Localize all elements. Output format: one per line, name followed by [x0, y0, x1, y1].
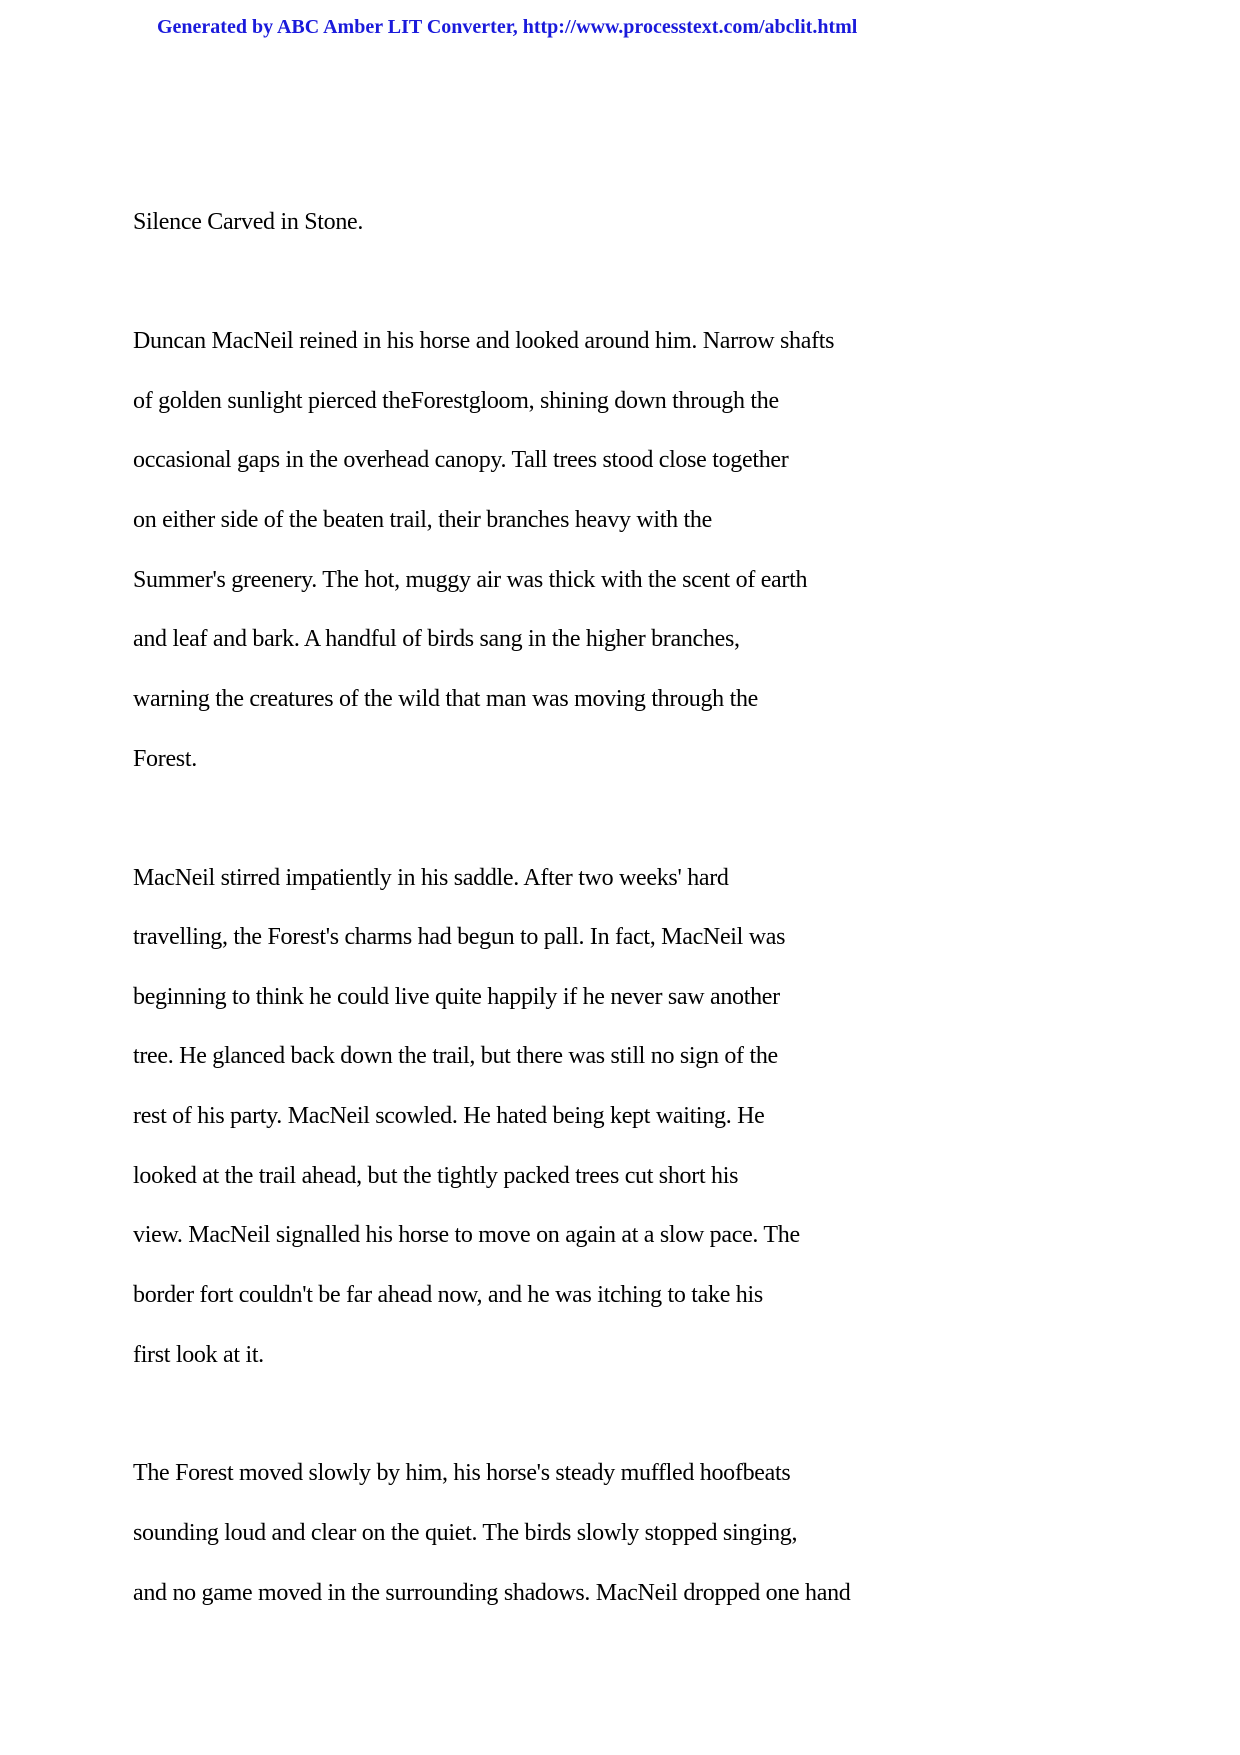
converter-banner-link[interactable]: Generated by ABC Amber LIT Converter, http://www.processtext.com/abclit.html [157, 16, 858, 38]
text-line: Forest. [133, 746, 197, 772]
text-line: and leaf and bark. A handful of birds sang in the higher branches, [133, 626, 740, 652]
text-line: of golden sunlight pierced theForestgloom, shining down through the [133, 388, 779, 414]
text-line: first look at it. [133, 1342, 264, 1368]
text-line: Summer's greenery. The hot, muggy air was thick with the scent of earth [133, 567, 808, 593]
text-line: on either side of the beaten trail, their branches heavy with the [133, 507, 712, 533]
text-line: beginning to think he could live quite happily if he never saw another [133, 984, 780, 1010]
text-line: rest of his party. MacNeil scowled. He hated being kept waiting. He [133, 1103, 765, 1129]
document-title: Silence Carved in Stone. [133, 209, 364, 235]
text-line: view. MacNeil signalled his horse to move on again at a slow pace. The [133, 1222, 800, 1248]
text-line: MacNeil stirred impatiently in his saddle. After two weeks' hard [133, 865, 729, 891]
text-line: looked at the trail ahead, but the tightly packed trees cut short his [133, 1163, 739, 1189]
text-line: occasional gaps in the overhead canopy. Tall trees stood close together [133, 447, 789, 473]
text-line: border fort couldn't be far ahead now, and he was itching to take his [133, 1282, 763, 1308]
text-line: The Forest moved slowly by him, his horse's steady muffled hoofbeats [133, 1460, 791, 1486]
text-line: tree. He glanced back down the trail, but there was still no sign of the [133, 1043, 778, 1069]
text-line: warning the creatures of the wild that man was moving through the [133, 686, 758, 712]
text-line: and no game moved in the surrounding shadows. MacNeil dropped one hand [133, 1580, 851, 1606]
text-line: sounding loud and clear on the quiet. The birds slowly stopped singing, [133, 1520, 798, 1546]
text-line: travelling, the Forest's charms had begun to pall. In fact, MacNeil was [133, 924, 786, 950]
text-line: Duncan MacNeil reined in his horse and looked around him. Narrow shafts [133, 328, 835, 354]
